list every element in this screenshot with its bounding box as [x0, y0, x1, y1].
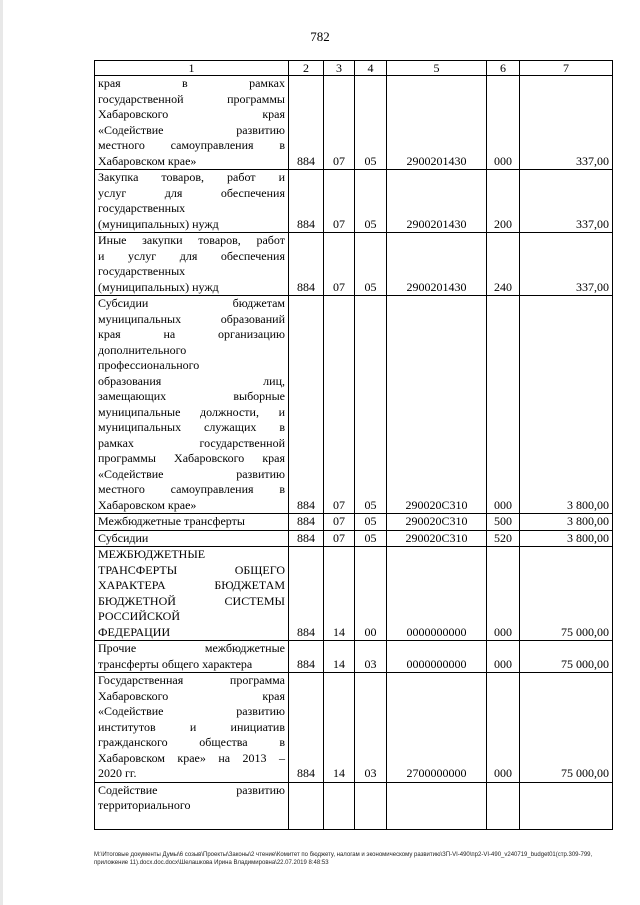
description-last-line: 2020 гг.: [98, 766, 137, 780]
cell-c6: 500: [487, 514, 520, 531]
description-line: местного самоуправления в: [98, 138, 285, 152]
table-row: [95, 233, 613, 296]
row-description: [95, 296, 289, 514]
cell-c6: 000: [487, 641, 520, 673]
cell-c2: [289, 782, 324, 830]
description-line: дополнительного: [98, 342, 187, 357]
cell-c4: 05: [355, 296, 387, 514]
description-last-line: Субсидии: [98, 530, 149, 545]
table-row: [95, 673, 613, 783]
description-line: Государственная программа: [98, 673, 285, 687]
cell-c7: [520, 782, 613, 830]
header-cell: 4: [355, 61, 387, 76]
cell-c3: 14: [324, 641, 355, 673]
cell-c5: 290020С310: [387, 530, 487, 547]
description-line: «Содействие развитию: [98, 704, 285, 718]
description-line: услуг для обеспечения: [98, 185, 285, 200]
cell-c2: 884: [289, 233, 324, 296]
description-last-line: Хабаровском крае»: [98, 153, 197, 168]
cell-c6: 000: [487, 673, 520, 783]
cell-c5: 2900201430: [387, 170, 487, 233]
description-line: муниципальных образований: [98, 311, 285, 326]
page-edge: [0, 0, 3, 905]
header-cell: 1: [95, 61, 289, 76]
cell-c4: 03: [355, 673, 387, 783]
description-line: БЮДЖЕТНОЙ СИСТЕМЫ: [98, 593, 285, 608]
row-description: [95, 514, 289, 531]
table-row: [95, 296, 613, 514]
cell-c4: 00: [355, 547, 387, 641]
cell-c5: 0000000000: [387, 547, 487, 641]
cell-c3: 07: [324, 530, 355, 547]
cell-c4: 05: [355, 170, 387, 233]
cell-c6: 200: [487, 170, 520, 233]
description-line: Хабаровского края: [98, 688, 285, 703]
row-description: [95, 76, 289, 170]
description-line: гражданского общества в: [98, 735, 285, 749]
description-line: профессионального: [98, 358, 200, 372]
cell-c3: 07: [324, 514, 355, 531]
cell-c7: 3 800,00: [520, 514, 613, 531]
cell-c7: 337,00: [520, 170, 613, 233]
description-line: образования лиц,: [98, 373, 285, 388]
cell-c2: 884: [289, 547, 324, 641]
cell-c2: 884: [289, 514, 324, 531]
cell-c5: 0000000000: [387, 641, 487, 673]
cell-c5: 2700000000: [387, 673, 487, 783]
row-description: [95, 673, 289, 783]
cell-c4: 05: [355, 530, 387, 547]
page-number: 782: [310, 29, 330, 44]
description-line: Иные закупки товаров, работ: [98, 233, 285, 247]
description-line: муниципальные должности, и: [98, 404, 285, 419]
cell-c4: 05: [355, 514, 387, 531]
description-line: края на организацию: [98, 327, 285, 341]
header-cell: 3: [324, 61, 355, 76]
budget-table: [94, 60, 613, 830]
cell-c5: 290020С310: [387, 514, 487, 531]
description-line: «Содействие развитию: [98, 466, 285, 481]
header-cell: 7: [520, 61, 613, 76]
cell-c4: [355, 782, 387, 830]
cell-c7: 3 800,00: [520, 296, 613, 514]
cell-c7: 3 800,00: [520, 530, 613, 547]
description-line: муниципальных служащих в: [98, 420, 285, 434]
cell-c3: 07: [324, 76, 355, 170]
description-line: Хабаровского края: [98, 107, 285, 121]
cell-c7: 337,00: [520, 233, 613, 296]
cell-c5: 290020С310: [387, 296, 487, 514]
cell-c6: 000: [487, 76, 520, 170]
header-cell: 2: [289, 61, 324, 76]
description-line: Хабаровском крае» на 2013 –: [98, 750, 285, 765]
description-line: рамках государственной: [98, 435, 285, 450]
table-row: [95, 514, 613, 531]
description-line: ХАРАКТЕРА БЮДЖЕТАМ: [98, 578, 285, 592]
cell-c7: 75 000,00: [520, 547, 613, 641]
table-row: [95, 547, 613, 641]
cell-c6: 000: [487, 296, 520, 514]
cell-c2: 884: [289, 641, 324, 673]
description-line: «Содействие развитию: [98, 122, 285, 137]
row-description: [95, 233, 289, 296]
description-last-line: [98, 814, 285, 830]
header-row: [95, 61, 613, 76]
table-row: [95, 170, 613, 233]
description-last-line: Хабаровском крае»: [98, 497, 197, 512]
cell-c5: 2900201430: [387, 233, 487, 296]
cell-c4: 03: [355, 641, 387, 673]
cell-c3: 07: [324, 233, 355, 296]
cell-c7: 337,00: [520, 76, 613, 170]
description-last-line: (муниципальных) нужд: [98, 279, 219, 294]
description-line: государственных: [98, 201, 186, 215]
cell-c3: 14: [324, 673, 355, 783]
description-line: территориального: [98, 798, 191, 812]
description-line: местного самоуправления в: [98, 482, 285, 496]
row-description: [95, 641, 289, 673]
cell-c2: 884: [289, 76, 324, 170]
cell-c6: 520: [487, 530, 520, 547]
description-line: и услуг для обеспечения: [98, 248, 285, 263]
description-line: государственной программы: [98, 91, 285, 106]
table-row: [95, 782, 613, 830]
cell-c3: 07: [324, 296, 355, 514]
cell-c6: 000: [487, 547, 520, 641]
cell-c2: 884: [289, 530, 324, 547]
cell-c3: [324, 782, 355, 830]
description-line: замещающих выборные: [98, 389, 285, 403]
cell-c6: [487, 782, 520, 830]
cell-c5: 2900201430: [387, 76, 487, 170]
cell-c2: 884: [289, 673, 324, 783]
row-description: [95, 170, 289, 233]
description-last-line: ФЕДЕРАЦИИ: [98, 624, 171, 639]
description-line: МЕЖБЮДЖЕТНЫЕ: [98, 547, 206, 561]
table-row: [95, 76, 613, 170]
description-line: Закупка товаров, работ и: [98, 170, 285, 184]
cell-c4: 05: [355, 233, 387, 296]
description-line: РОССИЙСКОЙ: [98, 609, 181, 623]
cell-c3: 14: [324, 547, 355, 641]
cell-c7: 75 000,00: [520, 673, 613, 783]
cell-c3: 07: [324, 170, 355, 233]
header-cell: 5: [387, 61, 487, 76]
cell-c5: [387, 782, 487, 830]
cell-c7: 75 000,00: [520, 641, 613, 673]
description-line: программы Хабаровского края: [98, 451, 285, 465]
description-line: государственных: [98, 264, 186, 278]
description-line: Прочие межбюджетные: [98, 641, 285, 655]
description-last-line: (муниципальных) нужд: [98, 216, 219, 231]
description-line: Субсидии бюджетам: [98, 296, 285, 310]
cell-c6: 240: [487, 233, 520, 296]
cell-c2: 884: [289, 296, 324, 514]
cell-c2: 884: [289, 170, 324, 233]
cell-c4: 05: [355, 76, 387, 170]
description-last-line: трансферты общего характера: [98, 656, 253, 671]
row-description: [95, 782, 289, 830]
description-line: края в рамках: [98, 76, 285, 90]
description-line: Содействие развитию: [98, 782, 285, 797]
file-path-footer: M:\Итоговые документы Думы\6 созыв\Проекты\Законы\2 чтение\Комитет по бюджету, налогам и экономическому развитию\ЗП-VI-490\пр2-VI-490_v240719_budget01(стр.309-799, приложение 11).docx.doc.docx\Шелашкова Ирина Владимировна\22.07.2019 8:48:53: [94, 852, 593, 866]
description-last-line: Межбюджетные трансферты: [98, 514, 245, 528]
header-cell: 6: [487, 61, 520, 76]
table-row: [95, 641, 613, 673]
table-row: [95, 530, 613, 547]
description-line: институтов и инициатив: [98, 719, 285, 734]
row-description: [95, 530, 289, 547]
row-description: [95, 547, 289, 641]
description-line: ТРАНСФЕРТЫ ОБЩЕГО: [98, 562, 285, 577]
